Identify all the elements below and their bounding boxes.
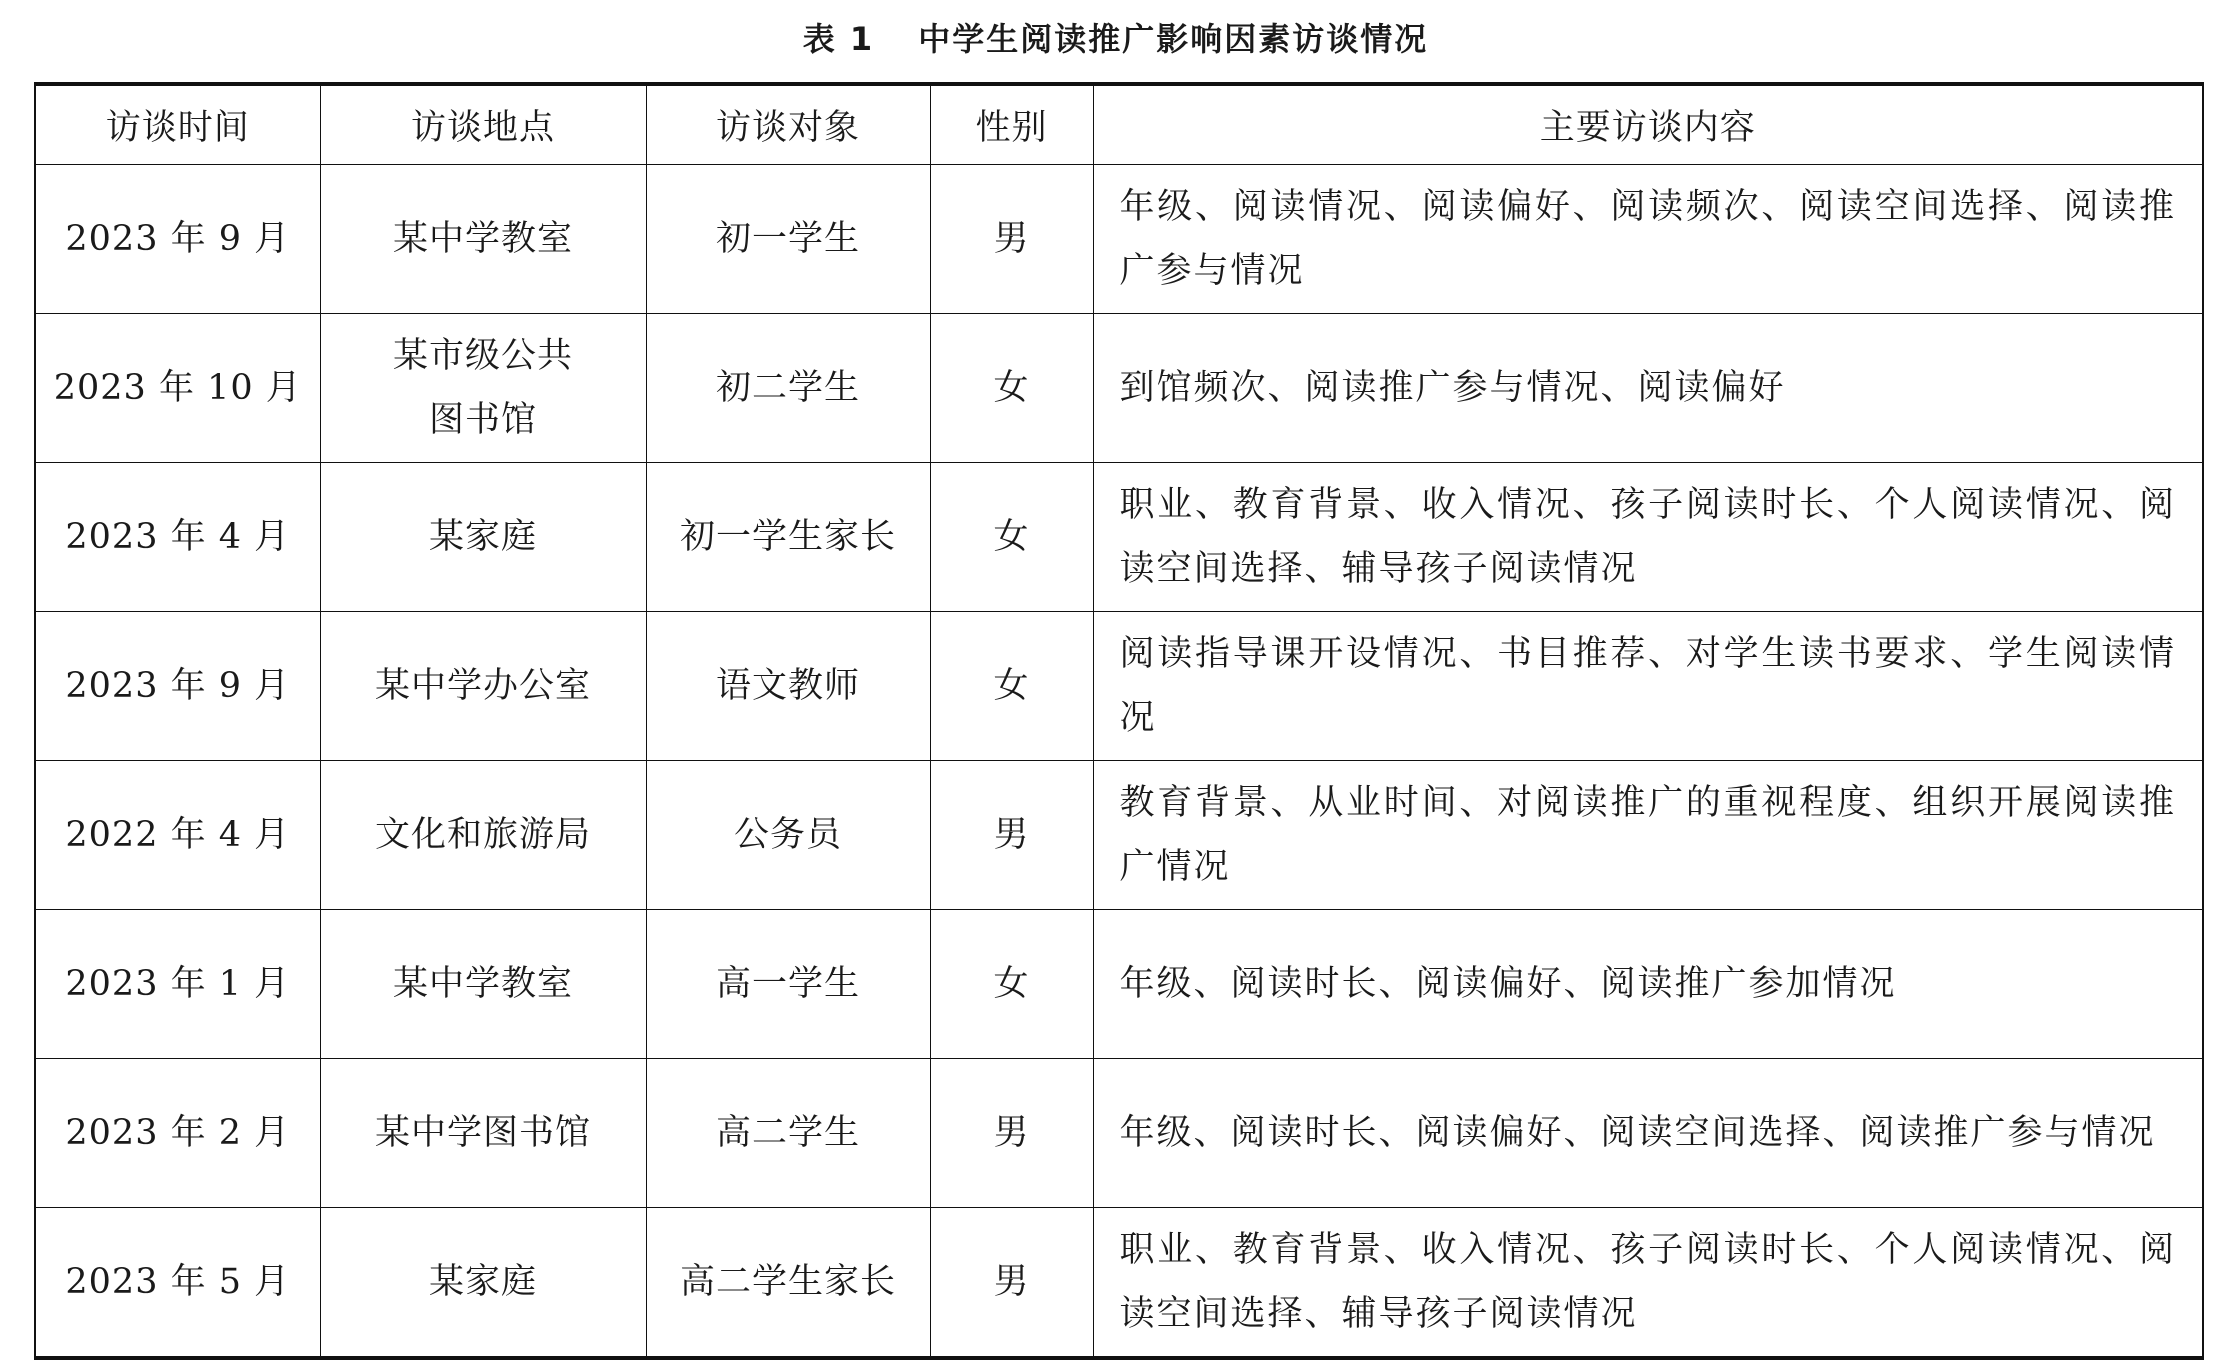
cell-interviewee: 公务员: [646, 761, 930, 910]
header-interviewee: 访谈对象: [646, 84, 930, 165]
table-title: 中学生阅读推广影响因素访谈情况: [918, 20, 1429, 58]
cell-location: 某家庭: [320, 1208, 646, 1359]
table-row: [35, 314, 2203, 463]
cell-time: 2023 年 1 月: [35, 910, 320, 1059]
header-interview-location: 访谈地点: [320, 84, 646, 165]
table-row: [35, 1208, 2203, 1359]
cell-gender: 女: [930, 463, 1093, 612]
cell-interviewee: 高二学生家长: [646, 1208, 930, 1359]
cell-location: 某市级公共图书馆: [320, 314, 646, 463]
cell-content: 年级、阅读时长、阅读偏好、阅读空间选择、阅读推广参与情况: [1093, 1059, 2203, 1208]
cell-gender: 女: [930, 910, 1093, 1059]
cell-time: 2023 年 10 月: [35, 314, 320, 463]
header-main-content: 主要访谈内容: [1093, 84, 2203, 165]
cell-location: 某中学办公室: [320, 612, 646, 761]
cell-gender: 男: [930, 761, 1093, 910]
header-gender: 性别: [930, 84, 1093, 165]
cell-interviewee: 高二学生: [646, 1059, 930, 1208]
table-row: [35, 761, 2203, 910]
table-row: [35, 165, 2203, 314]
cell-content: 职业、教育背景、收入情况、孩子阅读时长、个人阅读情况、阅读空间选择、辅导孩子阅读情况: [1093, 463, 2203, 612]
cell-interviewee: 高一学生: [646, 910, 930, 1059]
table-row: [35, 463, 2203, 612]
cell-time: 2023 年 9 月: [35, 165, 320, 314]
cell-content: 到馆频次、阅读推广参与情况、阅读偏好: [1093, 314, 2203, 463]
cell-location: 文化和旅游局: [320, 761, 646, 910]
table-row: [35, 612, 2203, 761]
cell-interviewee: 初一学生: [646, 165, 930, 314]
cell-location: 某中学教室: [320, 165, 646, 314]
cell-gender: 女: [930, 314, 1093, 463]
cell-content: 年级、阅读时长、阅读偏好、阅读推广参加情况: [1093, 910, 2203, 1059]
cell-time: 2023 年 9 月: [35, 612, 320, 761]
cell-gender: 女: [930, 612, 1093, 761]
table-number: 表 1: [802, 20, 875, 58]
table-caption: [0, 14, 2231, 64]
cell-gender: 男: [930, 1059, 1093, 1208]
cell-gender: 男: [930, 165, 1093, 314]
cell-interviewee: 初二学生: [646, 314, 930, 463]
table-header: [35, 84, 2203, 165]
cell-location: 某中学图书馆: [320, 1059, 646, 1208]
cell-interviewee: 初一学生家长: [646, 463, 930, 612]
interview-table: [34, 82, 2204, 1360]
table-row: [35, 1059, 2203, 1208]
cell-content: 阅读指导课开设情况、书目推荐、对学生读书要求、学生阅读情况: [1093, 612, 2203, 761]
cell-time: 2022 年 4 月: [35, 761, 320, 910]
cell-location: 某家庭: [320, 463, 646, 612]
cell-content: 职业、教育背景、收入情况、孩子阅读时长、个人阅读情况、阅读空间选择、辅导孩子阅读情况: [1093, 1208, 2203, 1359]
cell-time: 2023 年 5 月: [35, 1208, 320, 1359]
cell-gender: 男: [930, 1208, 1093, 1359]
table-row: [35, 910, 2203, 1059]
cell-content: 年级、阅读情况、阅读偏好、阅读频次、阅读空间选择、阅读推广参与情况: [1093, 165, 2203, 314]
cell-location: 某中学教室: [320, 910, 646, 1059]
cell-content: 教育背景、从业时间、对阅读推广的重视程度、组织开展阅读推广情况: [1093, 761, 2203, 910]
cell-interviewee: 语文教师: [646, 612, 930, 761]
header-row: [35, 84, 2203, 165]
header-interview-time: 访谈时间: [35, 84, 320, 165]
cell-time: 2023 年 2 月: [35, 1059, 320, 1208]
cell-time: 2023 年 4 月: [35, 463, 320, 612]
